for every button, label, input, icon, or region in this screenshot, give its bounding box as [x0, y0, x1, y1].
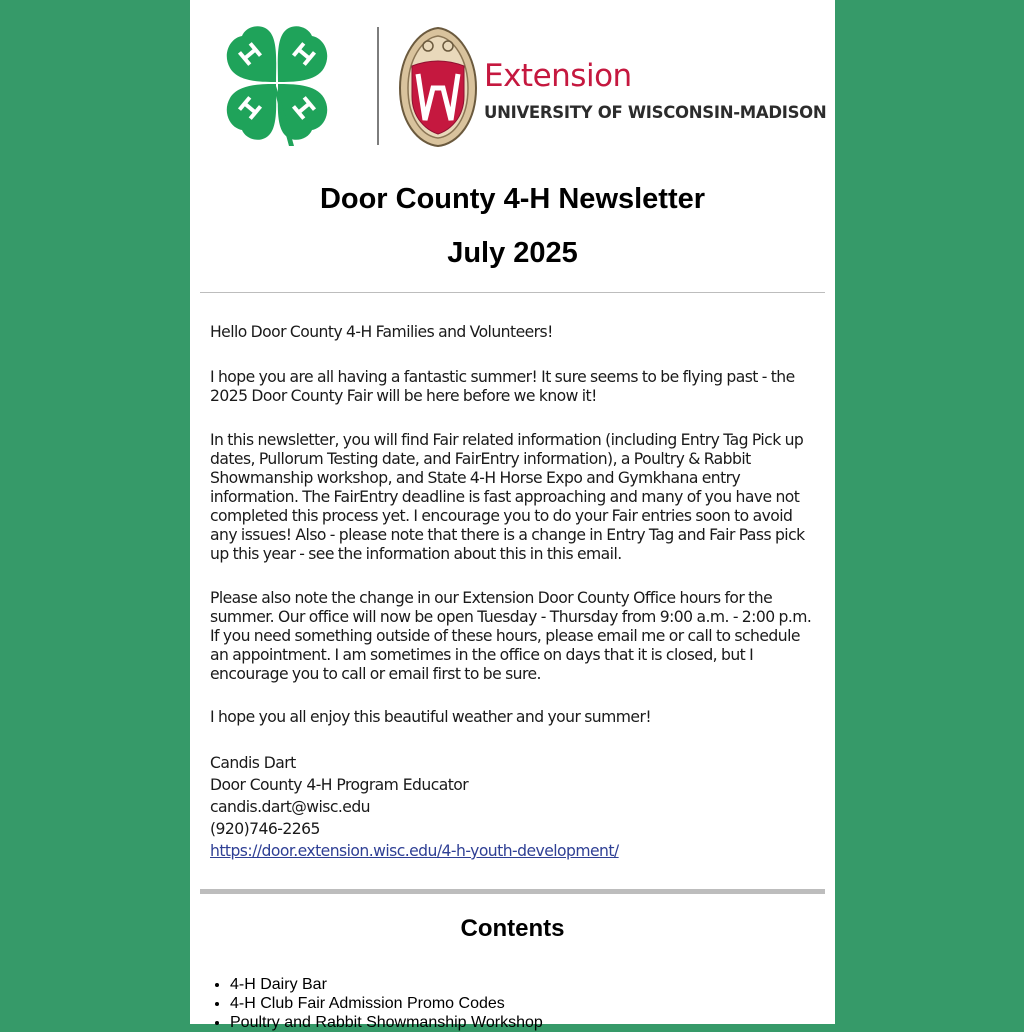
4h-clover-logo-icon	[216, 24, 338, 146]
newsletter-title: Door County 4-H Newsletter	[319, 183, 706, 215]
newsletter-card	[190, 0, 835, 1031]
contents-item[interactable]: • 4-H Dairy Bar	[230, 975, 543, 994]
signature-name: Candis Dart	[210, 754, 296, 772]
website-link[interactable]: https://door.extension.wisc.edu/4-h-youth-development/	[210, 842, 619, 860]
section-divider	[200, 889, 825, 894]
signature-phone: (920)746-2265	[210, 820, 320, 838]
header-divider	[200, 292, 825, 293]
uw-crest-logo-icon	[398, 26, 478, 148]
greeting: Hello Door County 4-H Families and Volunteers!	[210, 323, 553, 341]
signature-block	[210, 752, 619, 862]
extension-label: Extension	[484, 58, 632, 94]
signature-role: Door County 4-H Program Educator	[210, 776, 469, 794]
letter-paragraph: I hope you are all having a fantastic summer! It sure seems to be flying past - the 2025 Door County Fair will be here before we know it!	[210, 368, 795, 405]
header-logos	[216, 24, 827, 148]
contents-title: Contents	[460, 915, 565, 942]
contents-item[interactable]: • Poultry and Rabbit Showmanship Workshop	[230, 1013, 543, 1032]
logo-divider	[377, 27, 379, 145]
letter-paragraph: Please also note the change in our Extension Door County Office hours for the summer. Our office will now be open Tuesday - Thursday from 9:00 a.m. - 2:00 p.m. If you need something outside of these hours, please email me or call to schedule an appointment. I am sometimes in the office on days that it is closed, but I encourage you to call or email first to be sure.	[210, 589, 812, 683]
contents-list	[210, 975, 543, 1032]
letter-paragraph: I hope you all enjoy this beautiful weather and your summer!	[210, 708, 652, 726]
university-label: UNIVERSITY OF WISCONSIN-MADISON	[484, 103, 827, 122]
signature-email: candis.dart@wisc.edu	[210, 798, 371, 816]
letter-paragraph: In this newsletter, you will find Fair related information (including Entry Tag Pick up dates, Pullorum Testing date, and FairEntry information), a Poultry & Rabbit Showmanship workshop, and State 4-H Horse Expo and Gymkhana entry information. The FairEntry deadline is fast approaching and many of you have not completed this process yet. I encourage you to do your Fair entries soon to avoid any issues! Also - please note that there is a change in Entry Tag and Fair Pass pick up this year - see the information about this in this email.	[210, 431, 805, 563]
newsletter-date: July 2025	[447, 237, 578, 269]
contents-item[interactable]: • 4-H Club Fair Admission Promo Codes	[230, 994, 543, 1013]
